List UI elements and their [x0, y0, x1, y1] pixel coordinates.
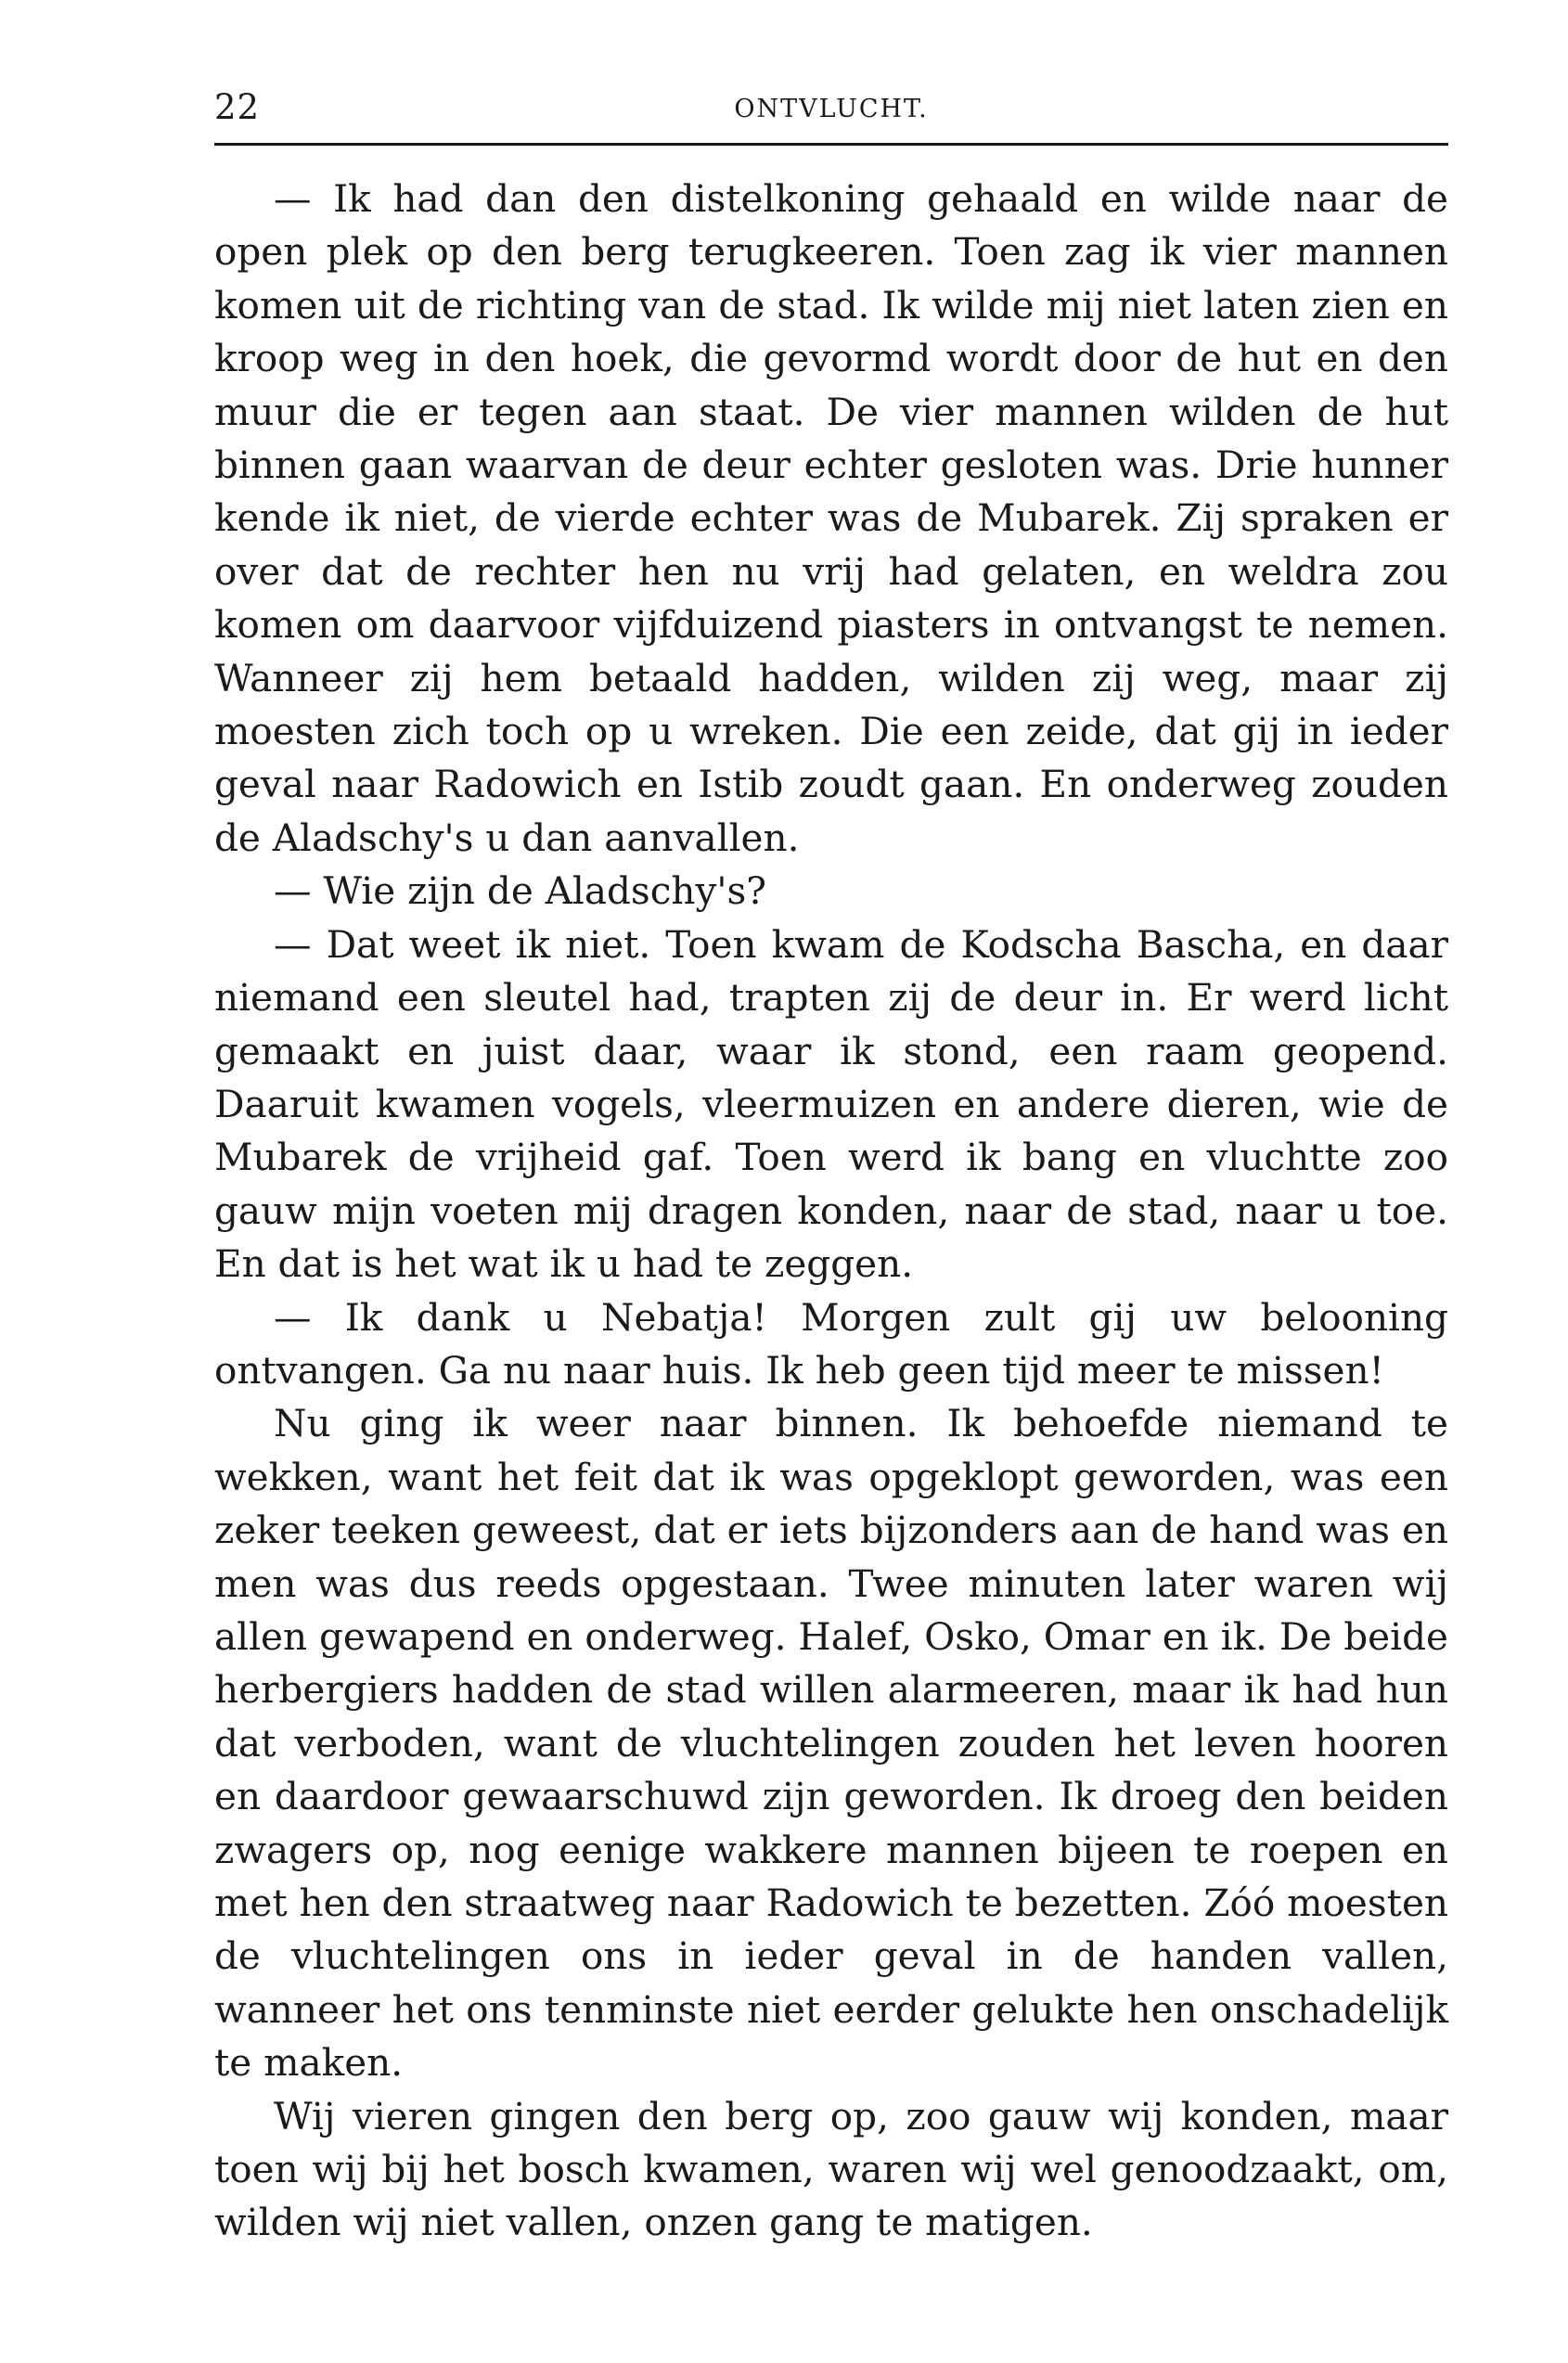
paragraph: — Wie zijn de Aladschy's?: [274, 868, 766, 914]
running-head: [214, 85, 1448, 141]
paragraph: — Dat weet ik niet. Toen kwam de Kodscha Bascha, en daar niemand een sleutel had, trapten zij de deur in. Er werd licht gemaakt en juist daar, waar ik stond, een raam geopend. Daaruit kwamen vogels, vleermuizen en andere dieren, wie de Mubarek de vrijheid gaf. Toen werd ik bang en vluchtte zoo gauw mijn voeten mij dragen konden, naar de stad, naar u toe. En dat is het wat ik u had te zeggen.: [214, 921, 1448, 1287]
paragraph: Nu ging ik weer naar binnen. Ik behoefde niemand te wekken, want het feit dat ik was opgeklopt geworden, was een zeker teeken geweest, dat er iets bijzonders aan de hand was en men was dus reeds opgestaan. Twee minuten later waren wij allen gewapend en onderweg. Halef, Osko, Omar en ik. De beide herbergiers hadden de stad willen alarmeeren, maar ik had hun dat verboden, want de vluchtelingen zouden het leven hooren en daardoor gewaarschuwd zijn geworden. Ik droeg den beiden zwagers op, nog eenige wakkere mannen bijeen te roepen en met hen den straatweg naar Radowich te bezetten. Zóó moesten de vluchtelingen ons in ieder geval in de handen vallen, wanneer het ons tenminste niet eerder gelukte hen onschadelijk te maken.: [214, 1401, 1448, 2086]
paragraph: Wij vieren gingen den berg op, zoo gauw wij konden, maar toen wij bij het bosch kwamen, waren wij wel genoodzaakt, om, wilden wij niet vallen, onzen gang te matigen.: [214, 2093, 1448, 2245]
header-rule: [214, 143, 1448, 146]
paragraph: — Ik had dan den distelkoning gehaald en wilde naar de open plek op den berg terugkeeren. Toen zag ik vier mannen komen uit de richting van de stad. Ik wilde mij niet laten zien en kroop weg in den hoek, die gevormd wordt door de hut en den muur die er tegen aan staat. De vier mannen wilden de hut binnen gaan waarvan de deur echter gesloten was. Drie hunner kende ik niet, de vierde echter was de Mubarek. Zij spraken er over dat de rechter hen nu vrij had gelaten, en weldra zou komen om daarvoor vijfduizend piasters in ontvangst te nemen. Wanneer zij hem betaald hadden, wilden zij weg, maar zij moesten zich toch op u wreken. Die een zeide, dat gij in ieder geval naar Radowich en Istib zoudt gaan. En onderweg zouden de Aladschy's u dan aanvallen.: [214, 176, 1448, 860]
page-number: 22: [214, 87, 261, 127]
body-text: [214, 173, 1448, 2250]
running-title: ONTVLUCHT.: [734, 95, 929, 123]
paragraph: — Ik dank u Nebatja! Morgen zult gij uw belooning ontvangen. Ga nu naar huis. Ik heb geen tijd meer te missen!: [214, 1294, 1448, 1393]
